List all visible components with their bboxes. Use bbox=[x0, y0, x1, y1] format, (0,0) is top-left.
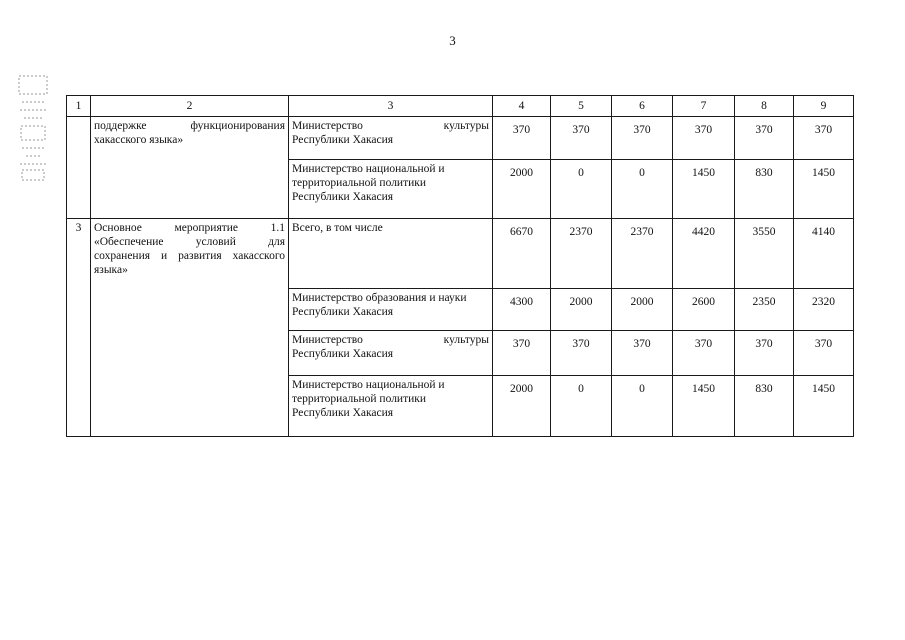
executor-cell bbox=[289, 289, 493, 331]
value-cell: 1450 bbox=[794, 160, 854, 219]
value-cell: 830 bbox=[735, 160, 794, 219]
margin-stamp-mark bbox=[16, 74, 52, 182]
column-header: 2 bbox=[91, 96, 289, 117]
table-header-row bbox=[67, 96, 854, 117]
value-cell: 4300 bbox=[493, 289, 551, 331]
executor-name-line: Республики Хакасия bbox=[292, 134, 394, 146]
executor-cell bbox=[289, 376, 493, 437]
executor-cell bbox=[289, 219, 493, 289]
value-cell: 370 bbox=[735, 331, 794, 376]
value-cell: 1450 bbox=[673, 376, 735, 437]
value-cell: 2600 bbox=[673, 289, 735, 331]
value-cell: 370 bbox=[735, 117, 794, 160]
value-cell: 370 bbox=[794, 117, 854, 160]
executor-cell bbox=[289, 117, 493, 160]
column-header: 8 bbox=[735, 96, 794, 117]
executor-name-line: территориальной политики bbox=[292, 393, 427, 405]
value-cell: 0 bbox=[612, 376, 673, 437]
value-cell: 370 bbox=[673, 117, 735, 160]
column-header: 7 bbox=[673, 96, 735, 117]
value-cell: 0 bbox=[551, 376, 612, 437]
row-number-cell: 3 bbox=[67, 219, 91, 437]
executor-name-line: Республики Хакасия bbox=[292, 407, 394, 419]
value-cell: 2000 bbox=[612, 289, 673, 331]
value-cell: 370 bbox=[493, 331, 551, 376]
executor-name-line: Министерство национальной и bbox=[292, 379, 445, 391]
executor-name-line: Всего, в том числе bbox=[292, 222, 383, 234]
value-cell: 1450 bbox=[673, 160, 735, 219]
value-cell: 370 bbox=[794, 331, 854, 376]
value-cell: 4420 bbox=[673, 219, 735, 289]
value-cell: 2000 bbox=[551, 289, 612, 331]
table-row bbox=[67, 117, 854, 160]
executor-name-line: Министерство национальной и bbox=[292, 163, 445, 175]
value-cell: 2000 bbox=[493, 160, 551, 219]
value-cell: 6670 bbox=[493, 219, 551, 289]
value-cell: 370 bbox=[493, 117, 551, 160]
value-cell: 370 bbox=[612, 117, 673, 160]
executor-cell bbox=[289, 160, 493, 219]
column-header: 4 bbox=[493, 96, 551, 117]
column-header: 9 bbox=[794, 96, 854, 117]
activity-description: Основное мероприятие 1.1 «Обеспечение условий для сохранения и развития хакасского языка» bbox=[94, 222, 285, 276]
executor-name-line: территориальной политики bbox=[292, 177, 427, 189]
executor-name-line: Республики Хакасия bbox=[292, 348, 394, 360]
executor-name-line: Республики Хакасия bbox=[292, 191, 394, 203]
value-cell: 2370 bbox=[612, 219, 673, 289]
executor-cell bbox=[289, 331, 493, 376]
value-cell: 2370 bbox=[551, 219, 612, 289]
activity-description: поддержке функционирования хакасского языка» bbox=[94, 120, 285, 146]
column-header: 3 bbox=[289, 96, 493, 117]
executor-name-line: Министерство культуры bbox=[292, 334, 489, 346]
table-row bbox=[67, 219, 854, 289]
value-cell: 2000 bbox=[493, 376, 551, 437]
value-cell: 1450 bbox=[794, 376, 854, 437]
value-cell: 370 bbox=[673, 331, 735, 376]
executor-name-line: Министерство культуры bbox=[292, 120, 489, 132]
page-number: 3 bbox=[449, 33, 456, 48]
budget-table bbox=[66, 95, 854, 437]
value-cell: 830 bbox=[735, 376, 794, 437]
executor-name-line: Министерство образования и науки bbox=[292, 292, 467, 304]
value-cell: 2350 bbox=[735, 289, 794, 331]
value-cell: 0 bbox=[551, 160, 612, 219]
value-cell: 0 bbox=[612, 160, 673, 219]
value-cell: 370 bbox=[551, 117, 612, 160]
column-header: 1 bbox=[67, 96, 91, 117]
value-cell: 3550 bbox=[735, 219, 794, 289]
value-cell: 2320 bbox=[794, 289, 854, 331]
value-cell: 4140 bbox=[794, 219, 854, 289]
column-header: 6 bbox=[612, 96, 673, 117]
executor-name-line: Республики Хакасия bbox=[292, 306, 394, 318]
activity-description-cell bbox=[91, 219, 289, 437]
value-cell: 370 bbox=[551, 331, 612, 376]
activity-description-cell bbox=[91, 117, 289, 219]
row-number-cell bbox=[67, 117, 91, 219]
column-header: 5 bbox=[551, 96, 612, 117]
value-cell: 370 bbox=[612, 331, 673, 376]
